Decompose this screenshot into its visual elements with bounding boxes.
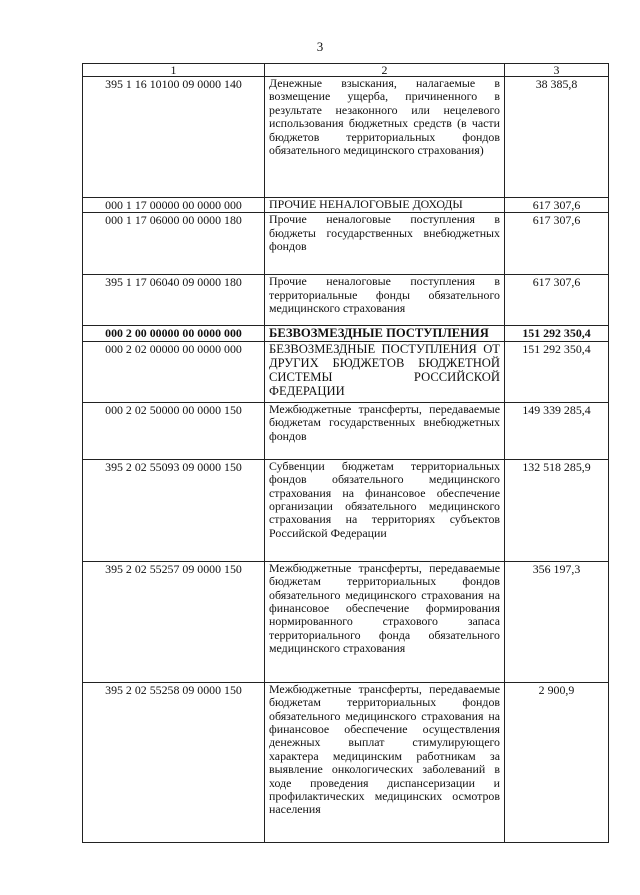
description-cell: БЕЗВОЗМЕЗДНЫЕ ПОСТУПЛЕНИЯ [265, 326, 505, 341]
amount-cell: 132 518 285,9 [505, 459, 609, 561]
table-row [83, 326, 609, 341]
page-number: 3 [316, 39, 324, 54]
description-cell: Межбюджетные трансферты, передаваемые бюджетам территориальных фондов обязательного медицинского страхования на финансовое обеспечение формирования нормированного страхового запаса территориального фонда обязательного медицинского страхования [265, 561, 505, 682]
table-row [83, 198, 609, 213]
amount-cell: 617 307,6 [505, 198, 609, 213]
revenue-table [82, 63, 609, 843]
amount-cell: 2 900,9 [505, 682, 609, 842]
description-cell: Прочие неналоговые поступления в бюджеты государственных внебюджетных фондов [265, 213, 505, 275]
description-cell: БЕЗВОЗМЕЗДНЫЕ ПОСТУПЛЕНИЯ ОТ ДРУГИХ БЮДЖЕТОВ БЮДЖЕТНОЙ СИСТЕМЫ РОССИЙСКОЙ ФЕДЕРАЦИИ [265, 341, 505, 402]
description-cell: Межбюджетные трансферты, передаваемые бюджетам государственных внебюджетных фондов [265, 402, 505, 459]
column-header-1: 1 [83, 64, 265, 77]
amount-cell: 151 292 350,4 [505, 341, 609, 402]
column-header-2: 2 [265, 64, 505, 77]
description-cell: Денежные взыскания, налагаемые в возмещение ущерба, причиненного в результате незаконного или нецелевого использования бюджетных средств (в части бюджетов территориальных фондов обязательного медицинского страхования) [265, 77, 505, 198]
table-row [83, 561, 609, 682]
description-cell: Межбюджетные трансферты, передаваемые бюджетам территориальных фондов обязательного медицинского страхования на финансовое обеспечение осуществления денежных выплат стимулирующего характера медицинским работникам за выявление онкологических заболеваний в ходе проведения диспансеризации и профилактических медицинских осмотров населения [265, 682, 505, 842]
budget-code-cell: 395 1 17 06040 09 0000 180 [83, 275, 265, 326]
budget-code-cell: 395 2 02 55093 09 0000 150 [83, 459, 265, 561]
budget-code-cell: 000 2 02 00000 00 0000 000 [83, 341, 265, 402]
amount-cell: 617 307,6 [505, 213, 609, 275]
budget-code-cell: 395 1 16 10100 09 0000 140 [83, 77, 265, 198]
table-row [83, 275, 609, 326]
description-cell: ПРОЧИЕ НЕНАЛОГОВЫЕ ДОХОДЫ [265, 198, 505, 213]
amount-cell: 617 307,6 [505, 275, 609, 326]
table-row [83, 459, 609, 561]
budget-code-cell: 000 2 00 00000 00 0000 000 [83, 326, 265, 341]
amount-cell: 149 339 285,4 [505, 402, 609, 459]
table-row [83, 402, 609, 459]
description-cell: Субвенции бюджетам территориальных фондов обязательного медицинского страхования на финансовое обеспечение организации обязательного медицинского страхования на территориях субъектов Российской Федерации [265, 459, 505, 561]
budget-code-cell: 000 2 02 50000 00 0000 150 [83, 402, 265, 459]
table-row [83, 341, 609, 402]
table-row [83, 213, 609, 275]
budget-code-cell: 000 1 17 00000 00 0000 000 [83, 198, 265, 213]
table-header-row [83, 64, 609, 77]
amount-cell: 151 292 350,4 [505, 326, 609, 341]
table-row [83, 77, 609, 198]
column-header-3: 3 [505, 64, 609, 77]
amount-cell: 38 385,8 [505, 77, 609, 198]
amount-cell: 356 197,3 [505, 561, 609, 682]
budget-code-cell: 395 2 02 55257 09 0000 150 [83, 561, 265, 682]
table-row [83, 682, 609, 842]
budget-code-cell: 395 2 02 55258 09 0000 150 [83, 682, 265, 842]
budget-code-cell: 000 1 17 06000 00 0000 180 [83, 213, 265, 275]
description-cell: Прочие неналоговые поступления в территориальные фонды обязательного медицинского страхования [265, 275, 505, 326]
